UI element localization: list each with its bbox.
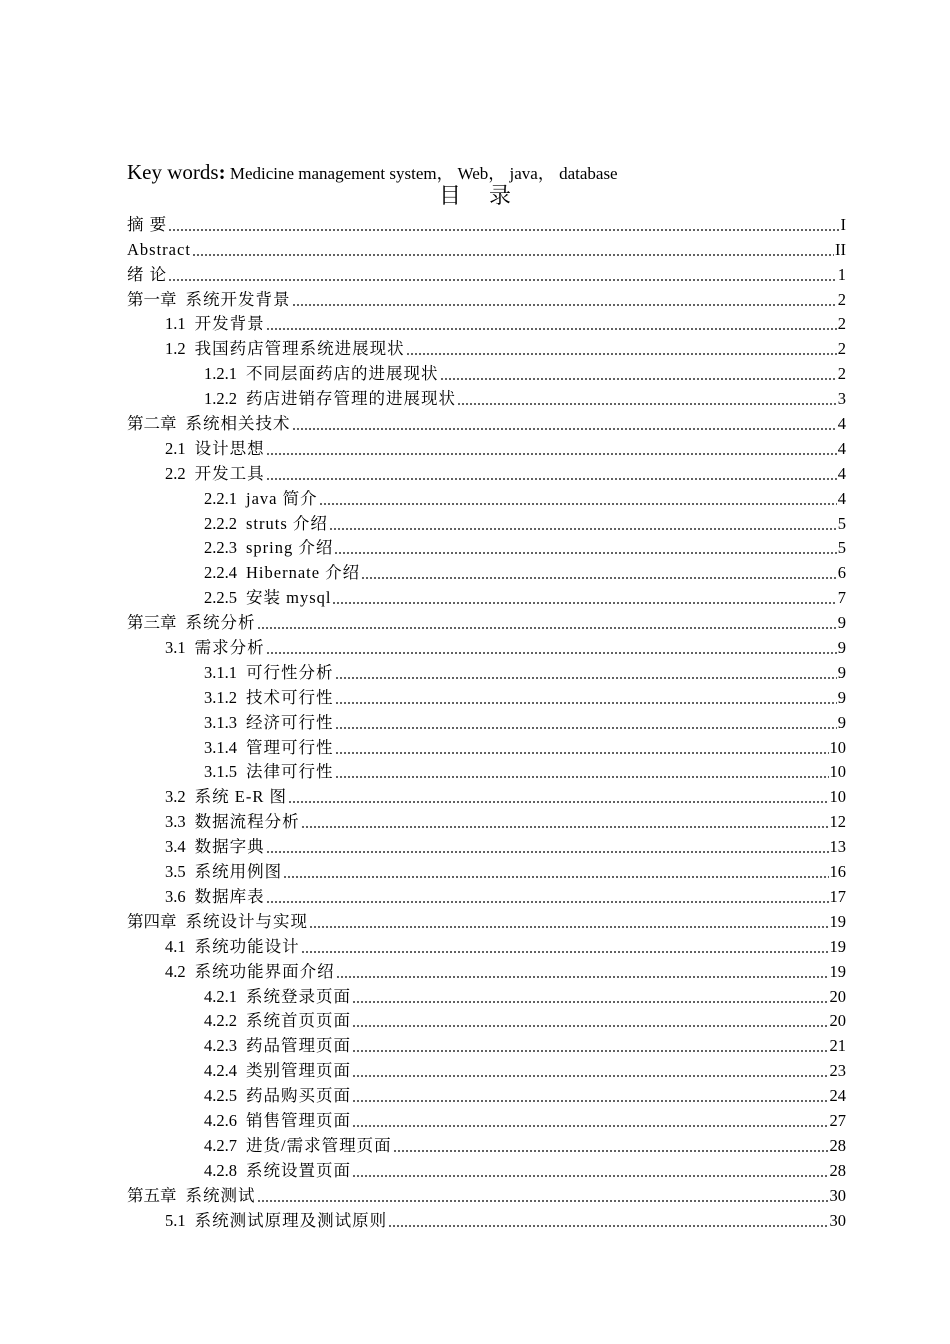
toc-leader-dots — [168, 279, 837, 281]
toc-leader-dots — [301, 951, 829, 953]
toc-entry-page: 20 — [829, 1011, 846, 1031]
toc-entry[interactable] — [127, 210, 846, 235]
toc-entry-page: 3 — [837, 389, 846, 409]
toc-entry[interactable] — [127, 633, 846, 658]
toc-leader-dots — [393, 1150, 829, 1152]
toc-entry-page: 9 — [837, 712, 846, 732]
toc-entry-page: 2 — [837, 339, 846, 359]
toc-entry-page: 7 — [837, 588, 846, 608]
toc-entry[interactable] — [127, 882, 846, 907]
toc-entry-number: 第一章 — [127, 289, 177, 309]
toc-entry[interactable] — [127, 907, 846, 932]
toc-entry-page: 23 — [829, 1061, 846, 1081]
toc-leader-dots — [352, 1050, 829, 1052]
toc-entry-title: 类别管理页面 — [246, 1061, 351, 1081]
toc-leader-dots — [335, 752, 829, 754]
toc-entry[interactable] — [127, 733, 846, 758]
toc-entry[interactable] — [127, 310, 846, 335]
toc-entry[interactable] — [127, 1131, 846, 1156]
toc-entry-page: I — [840, 214, 846, 234]
toc-entry-title: 数据流程分析 — [194, 812, 300, 832]
toc-entry-title: 系统测试原理及测试原则 — [194, 1210, 388, 1230]
toc-entry[interactable] — [127, 1031, 846, 1056]
keywords-label: Key words — [127, 160, 219, 184]
toc-entry[interactable] — [127, 434, 846, 459]
toc-entry[interactable] — [127, 1181, 846, 1206]
toc-entry-page: 17 — [829, 886, 846, 906]
toc-leader-dots — [335, 727, 837, 729]
toc-entry[interactable] — [127, 932, 846, 957]
toc-entry-page: 13 — [829, 837, 846, 857]
toc-entry-number: 2.2.3 — [204, 538, 237, 558]
toc-entry-page: 2 — [837, 314, 846, 334]
toc-entry[interactable] — [127, 534, 846, 559]
toc-leader-dots — [352, 1125, 829, 1127]
toc-entry-number: 3.1.5 — [204, 762, 237, 782]
toc-entry-title: 进货/需求管理页面 — [246, 1135, 392, 1155]
toc-entry-page: 30 — [829, 1210, 846, 1230]
toc-entry-page: 4 — [837, 488, 846, 508]
toc-entry[interactable] — [127, 384, 846, 409]
toc-entry-title: 药品购买页面 — [246, 1086, 351, 1106]
toc-entry-number: 3.1.2 — [204, 687, 237, 707]
toc-entry[interactable] — [127, 1156, 846, 1181]
toc-entry-page: 4 — [837, 463, 846, 483]
toc-entry-page: 9 — [837, 687, 846, 707]
toc-entry-number: 1.1 — [165, 314, 186, 334]
toc-entry-number: 3.1 — [165, 638, 186, 658]
toc-entry-number: 3.1.4 — [204, 737, 237, 757]
toc-leader-dots — [352, 1175, 829, 1177]
toc-entry[interactable] — [127, 409, 846, 434]
toc-entry-title: spring 介绍 — [246, 538, 334, 558]
toc-entry[interactable] — [127, 235, 846, 260]
toc-entry-page: 10 — [829, 787, 846, 807]
toc-entry-title: 系统用例图 — [194, 862, 283, 882]
toc-entry-title: 系统开发背景 — [185, 289, 291, 309]
toc-entry-number: 2.2.2 — [204, 513, 237, 533]
toc-leader-dots — [292, 428, 837, 430]
toc-entry-title: 绪 论 — [127, 264, 168, 284]
toc-entry-title: 管理可行性 — [246, 737, 334, 757]
toc-leader-dots — [352, 1001, 829, 1003]
toc-entry-number: 第四章 — [127, 911, 177, 931]
toc-entry-number: 4.2.8 — [204, 1160, 237, 1180]
toc-entry-page: 5 — [837, 538, 846, 558]
toc-entry-title: 技术可行性 — [246, 687, 334, 707]
toc-entry-title: 安装 mysql — [246, 588, 332, 608]
toc-leader-dots — [440, 378, 837, 380]
keywords-colon: : — [218, 160, 226, 184]
toc-entry-title: 数据字典 — [194, 837, 265, 857]
toc-entry-page: 28 — [829, 1160, 846, 1180]
toc-entry-page: 19 — [829, 936, 846, 956]
toc-leader-dots — [288, 801, 829, 803]
toc-entry-title: 开发工具 — [194, 463, 265, 483]
toc-entry-number: 5.1 — [165, 1210, 186, 1230]
toc-entry-number: 2.1 — [165, 438, 186, 458]
toc-leader-dots — [332, 602, 836, 604]
toc-entry-page: 28 — [829, 1135, 846, 1155]
toc-entry-title: 设计思想 — [194, 438, 265, 458]
toc-entry-number: 2.2.5 — [204, 588, 237, 608]
toc-entry-page: 9 — [837, 662, 846, 682]
toc-entry[interactable] — [127, 807, 846, 832]
toc-entry[interactable] — [127, 857, 846, 882]
toc-entry-page: 27 — [829, 1110, 846, 1130]
toc-entry[interactable] — [127, 683, 846, 708]
toc-entry-title: 数据库表 — [194, 886, 265, 906]
toc-entry-title: 可行性分析 — [246, 662, 334, 682]
toc-entry-title: 系统分析 — [185, 613, 256, 633]
toc-entry-title: 药品管理页面 — [246, 1036, 351, 1056]
toc-entry-page: 9 — [837, 638, 846, 658]
toc-entry-number: 4.2.7 — [204, 1135, 237, 1155]
toc-entry[interactable] — [127, 1206, 846, 1231]
toc-entry[interactable] — [127, 982, 846, 1007]
toc-entry[interactable] — [127, 608, 846, 633]
toc-entry-page: 4 — [837, 414, 846, 434]
toc-entry[interactable] — [127, 758, 846, 783]
toc-entry-number: 2.2.4 — [204, 563, 237, 583]
toc-leader-dots — [301, 826, 829, 828]
toc-entry-title: 系统设计与实现 — [185, 911, 308, 931]
toc-leader-dots — [335, 677, 837, 679]
toc-entry[interactable] — [127, 334, 846, 359]
toc-entry[interactable] — [127, 1106, 846, 1131]
toc-entry-number: 4.2.4 — [204, 1061, 237, 1081]
toc-entry-number: 4.1 — [165, 936, 186, 956]
toc-entry[interactable] — [127, 832, 846, 857]
toc-entry[interactable] — [127, 558, 846, 583]
toc-entry[interactable] — [127, 708, 846, 733]
toc-leader-dots — [352, 1075, 829, 1077]
toc-entry[interactable] — [127, 583, 846, 608]
toc-entry-page: 2 — [837, 289, 846, 309]
toc-entry[interactable] — [127, 260, 846, 285]
toc-entry-page: 19 — [829, 911, 846, 931]
toc-entry-page: 9 — [837, 613, 846, 633]
toc-entry-number: 3.3 — [165, 812, 186, 832]
toc-leader-dots — [309, 926, 829, 928]
toc-leader-dots — [457, 403, 837, 405]
toc-leader-dots — [352, 1100, 829, 1102]
toc-leader-dots — [266, 652, 837, 654]
toc-entry-title: 开发背景 — [194, 314, 265, 334]
toc-entry-title: 系统功能设计 — [194, 936, 300, 956]
toc-entry[interactable] — [127, 1081, 846, 1106]
toc-entry-number: 第五章 — [127, 1185, 177, 1205]
toc-entry-number: 4.2.2 — [204, 1011, 237, 1031]
toc-entry[interactable] — [127, 285, 846, 310]
toc-entry-page: 5 — [837, 513, 846, 533]
toc-entry-number: 2.2.1 — [204, 488, 237, 508]
toc-leader-dots — [257, 627, 837, 629]
toc-entry-title: 系统 E-R 图 — [194, 787, 287, 807]
toc-entry-number: 1.2.1 — [204, 364, 237, 384]
toc-entry[interactable] — [127, 359, 846, 384]
toc-entry-number: 4.2.5 — [204, 1086, 237, 1106]
toc-entry[interactable] — [127, 658, 846, 683]
toc-entry-page: 19 — [829, 961, 846, 981]
toc-leader-dots — [192, 254, 834, 256]
toc-entry-title: 系统相关技术 — [185, 414, 291, 434]
toc-entry-number: 3.6 — [165, 886, 186, 906]
toc-leader-dots — [319, 503, 837, 505]
toc-entry-title: 不同层面药店的进展现状 — [246, 364, 439, 384]
toc-entry[interactable] — [127, 782, 846, 807]
toc-entry-title: 法律可行性 — [246, 762, 334, 782]
toc-entry-page: 2 — [837, 364, 846, 384]
toc-leader-dots — [266, 478, 837, 480]
toc-leader-dots — [266, 901, 829, 903]
toc-entry-title: 需求分析 — [194, 638, 265, 658]
toc-entry-page: 12 — [829, 812, 846, 832]
toc-entry-page: 24 — [829, 1086, 846, 1106]
toc-entry-title: 系统测试 — [185, 1185, 256, 1205]
toc-entry[interactable] — [127, 484, 846, 509]
toc-entry-number: 3.5 — [165, 862, 186, 882]
toc-entry-number: 4.2 — [165, 961, 186, 981]
toc-leader-dots — [335, 776, 829, 778]
toc-leader-dots — [266, 453, 837, 455]
toc-entry-title: 经济可行性 — [246, 712, 334, 732]
toc-leader-dots — [388, 1225, 828, 1227]
keywords-text: Medicine management system， Web， java， database — [225, 164, 618, 183]
toc-leader-dots — [329, 528, 837, 530]
toc-entry-number: 3.1.3 — [204, 712, 237, 732]
toc-entry-page: II — [835, 239, 846, 259]
toc-entry[interactable] — [127, 459, 846, 484]
toc-leader-dots — [361, 577, 837, 579]
toc-entry-number: 第三章 — [127, 613, 177, 633]
toc-leader-dots — [266, 328, 837, 330]
toc-entry-title: 系统登录页面 — [246, 986, 351, 1006]
toc-leader-dots — [334, 552, 836, 554]
toc-leader-dots — [257, 1200, 829, 1202]
toc-leader-dots — [266, 851, 829, 853]
toc-leader-dots — [335, 702, 837, 704]
toc-entry-page: 10 — [829, 762, 846, 782]
toc-entry-number: 第二章 — [127, 414, 177, 434]
toc-entry-title: Hibernate 介绍 — [246, 563, 361, 583]
toc-leader-dots — [352, 1025, 829, 1027]
toc-entry-title: 摘 要 — [127, 214, 168, 234]
toc-entry-number: 2.2 — [165, 463, 186, 483]
toc-leader-dots — [168, 229, 839, 231]
toc-entry-page: 16 — [829, 862, 846, 882]
toc-entry[interactable] — [127, 509, 846, 534]
toc-leader-dots — [336, 976, 829, 978]
toc-entry-page: 10 — [829, 737, 846, 757]
toc-entry[interactable] — [127, 1007, 846, 1032]
toc-entry-number: 4.2.1 — [204, 986, 237, 1006]
toc-entry-title: 系统功能界面介绍 — [194, 961, 335, 981]
toc-entry-title: 系统设置页面 — [246, 1160, 351, 1180]
toc-entry-page: 21 — [829, 1036, 846, 1056]
toc-leader-dots — [406, 353, 837, 355]
toc-entry-number: 3.4 — [165, 837, 186, 857]
toc-entry-title: 我国药店管理系统进展现状 — [194, 339, 405, 359]
toc-entry-page: 6 — [837, 563, 846, 583]
toc-entry-number: 1.2 — [165, 339, 186, 359]
table-of-contents — [127, 210, 846, 1231]
toc-entry-title: 系统首页页面 — [246, 1011, 351, 1031]
toc-entry-title: 销售管理页面 — [246, 1110, 351, 1130]
toc-entry-number: 3.2 — [165, 787, 186, 807]
toc-title: 目录 — [438, 184, 539, 209]
toc-entry-page: 30 — [829, 1185, 846, 1205]
toc-leader-dots — [292, 304, 837, 306]
toc-entry-number: 3.1.1 — [204, 662, 237, 682]
toc-entry-number: 4.2.3 — [204, 1036, 237, 1056]
toc-entry-title: 药店进销存管理的进展现状 — [246, 389, 456, 409]
toc-entry-title: java 简介 — [246, 488, 318, 508]
toc-entry-number: 4.2.6 — [204, 1110, 237, 1130]
toc-entry-page: 4 — [837, 438, 846, 458]
toc-entry-page: 1 — [837, 264, 846, 284]
toc-entry-page: 20 — [829, 986, 846, 1006]
toc-entry[interactable] — [127, 1056, 846, 1081]
toc-entry-title: struts 介绍 — [246, 513, 328, 533]
toc-leader-dots — [283, 876, 828, 878]
toc-entry[interactable] — [127, 957, 846, 982]
toc-entry-number: 1.2.2 — [204, 389, 237, 409]
toc-entry-title: Abstract — [127, 239, 191, 259]
